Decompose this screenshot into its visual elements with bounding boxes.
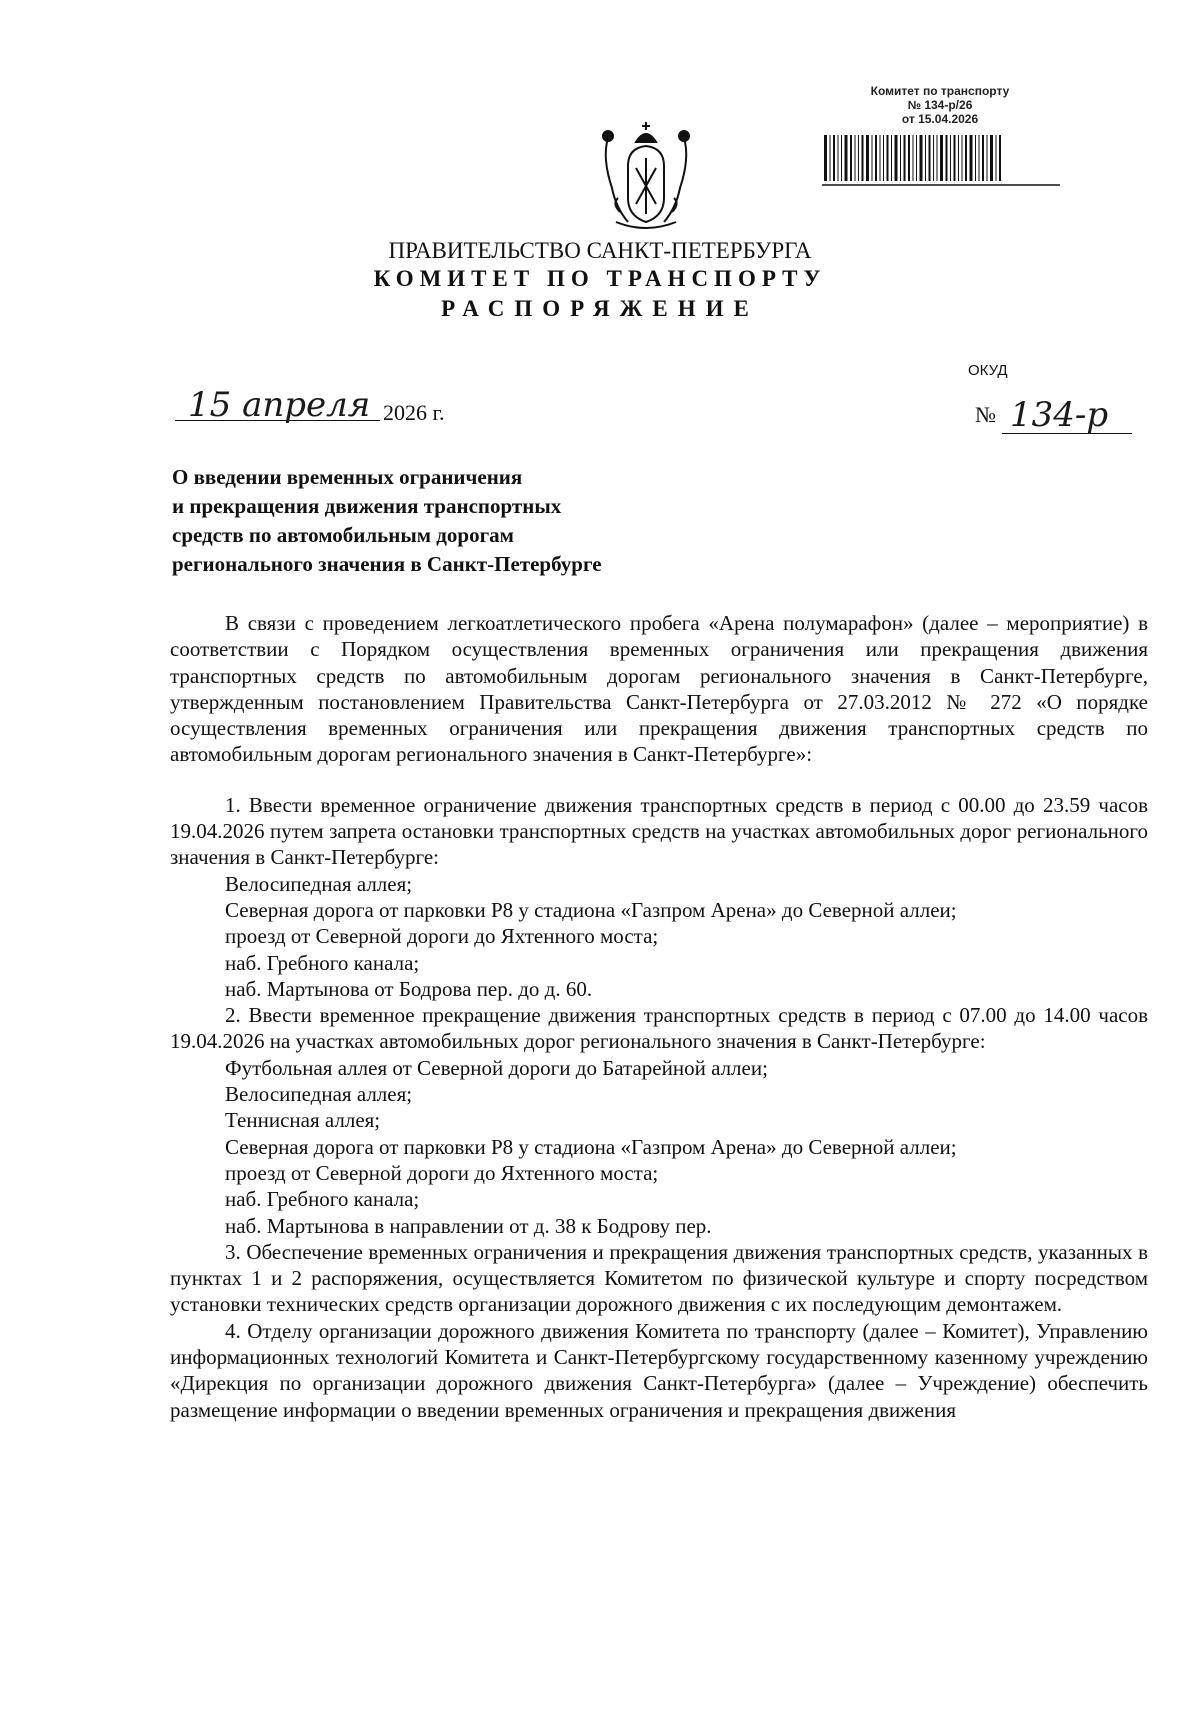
stamp-line-1: Комитет по транспорту <box>870 84 1010 98</box>
title-line: регионального значения в Санкт-Петербурге <box>172 552 602 576</box>
item-1-road: наб. Мартынова от Бодрова пер. до д. 60. <box>225 976 593 1001</box>
coat-of-arms-emblem <box>598 118 694 236</box>
document-type: РАСПОРЯЖЕНИЕ <box>441 296 759 321</box>
stamp-line-2: № 134-р/26 <box>907 98 973 112</box>
item-2-road: наб. Гребного канала; <box>225 1187 420 1212</box>
document-body <box>170 610 1148 1423</box>
preamble-paragraph: В связи с проведением легкоатлетического пробега «Арена полумарафон» (далее – мероприятие) в соответствии с Порядком осуществления временных ограничения или прекращения движения транспортных средств по автомобильным дорогам регионального значения в Санкт-Петербурге, утвержденным постановлением Правительства Санкт-Петербурга от 27.03.2012 № 272 «О порядке осуществления временных ограничения или прекращения движения транспортных средств по автомобильным дорогам регионального значения в Санкт-Петербурге»: <box>170 611 1148 767</box>
handwritten-number: 134-р <box>1010 395 1109 435</box>
item-2-paragraph: 2. Ввести временное прекращение движения транспортных средств в период с 07.00 до 14.00 часов 19.04.2026 на участках автомобильных дорог регионального значения в Санкт-Петербурге: <box>170 1003 1148 1054</box>
barcode <box>822 133 1060 193</box>
item-1-paragraph: 1. Ввести временное ограничение движения транспортных средств в период с 00.00 до 23.59 часов 19.04.2026 путем запрета остановки транспортных средств на участках автомобильных дорог регионального значения в Санкт-Петербурге: <box>170 792 1148 870</box>
title-line: средств по автомобильным дорогам <box>172 523 514 547</box>
date-year: 2026 г. <box>383 400 445 425</box>
item-4-paragraph: 4. Отделу организации дорожного движения Комитета по транспорту (далее – Комитет), Управлению информационных технологий Комитета и Санкт-Петербургскому государственному казенному учреждению «Дирекция по организации дорожного движения Санкт-Петербурга» (далее – Учреждение) обеспечить размещение информации о введении временных ограничения и прекращения движения <box>170 1318 1148 1422</box>
item-2-road: Северная дорога от парковки Р8 у стадиона «Газпром Арена» до Северной аллеи; <box>225 1134 957 1159</box>
title-line: и прекращения движения транспортных <box>172 494 562 518</box>
item-2-road: наб. Мартынова в направлении от д. 38 к Бодрову пер. <box>225 1213 712 1238</box>
item-3-paragraph: 3. Обеспечение временных ограничения и прекращения движения транспортных средств, указанных в пунктах 1 и 2 распоряжения, осуществляется Комитетом по физической культуре и спорту посредством установки технических средств организации дорожного движения с их последующим демонтажем. <box>170 1239 1148 1317</box>
item-2-road: Теннисная аллея; <box>225 1108 381 1133</box>
number-label: № <box>975 402 996 427</box>
committee-name: КОМИТЕТ ПО ТРАНСПОРТУ <box>373 266 827 291</box>
title-line: О введении временных ограничения <box>172 465 523 489</box>
item-2-road: проезд от Северной дороги до Яхтенного моста; <box>225 1160 659 1185</box>
item-1-road: Велосипедная аллея; <box>225 871 413 896</box>
item-1-road: наб. Гребного канала; <box>225 950 420 975</box>
document-title <box>172 463 602 579</box>
item-2-road: Футбольная аллея от Северной дороги до Батарейной аллеи; <box>225 1055 768 1080</box>
registration-stamp <box>820 84 1060 126</box>
item-1-road: Северная дорога от парковки Р8 у стадиона «Газпром Арена» до Северной аллеи; <box>225 897 957 922</box>
stamp-line-3: от 15.04.2026 <box>901 112 979 126</box>
government-name: ПРАВИТЕЛЬСТВО САНКТ-ПЕТЕРБУРГА <box>388 238 812 263</box>
handwritten-date: 15 апреля <box>188 385 371 425</box>
okud-label: ОКУД <box>968 362 1008 379</box>
item-1-road: проезд от Северной дороги до Яхтенного моста; <box>225 924 659 949</box>
item-2-road: Велосипедная аллея; <box>225 1082 413 1107</box>
